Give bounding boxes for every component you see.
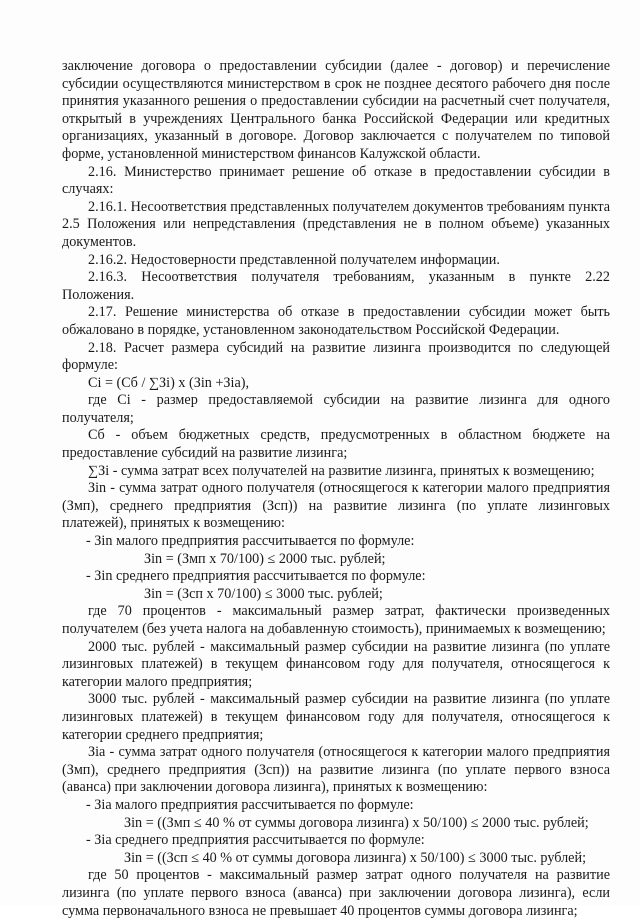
paragraph-2-16-3: 2.16.3. Несоответствия получателя требованиям, указанным в пункте 2.22 Положения. xyxy=(62,269,610,303)
definition-2000: 2000 тыс. рублей - максимальный размер субсидии на развитие лизинга (по уплате лизинговых платежей) в текущем финансовом году для получателя, относящегося к категории малого предприятия; xyxy=(62,638,610,690)
definition-70-percent: где 70 процентов - максимальный размер затрат, фактически произведенных получателем (без учета налога на добавленную стоимость), принимаемых к возмещению; xyxy=(62,603,610,637)
zin-mid-formula: Зin = (Зсп х 70/100) ≤ 3000 тыс. рублей; xyxy=(144,585,383,602)
definition-cb: Cб - объем бюджетных средств, предусмотренных в областном бюджете на предоставление субсидий на развитие лизинга; xyxy=(62,427,610,462)
formula-main: Ci = (Cб / ∑Зi) x (Зin +Зia), xyxy=(88,374,250,391)
paragraph-intro: заключение договора о предоставлении субсидии (далее - договор) и перечисление субсидии осуществляются министерством в срок не позднее десятого рабочего дня после принятия указанного решения о предоставлении субсидии на расчетный счет получателя, открытый в учреждениях Центрального банка Российской Федерации или кредитных организациях, указанный в договоре. Договор заключается с получателем по типовой форме, установленной министерством финансов Калужской области. xyxy=(62,58,610,162)
zin-small-formula: Зin = (Змп х 70/100) ≤ 2000 тыс. рублей; xyxy=(144,550,386,567)
paragraph-2-18: 2.18. Расчет размера субсидий на развитие лизинга производится по следующей формуле: xyxy=(62,339,610,374)
zia-mid-formula: Зin = ((Зсп ≤ 40 % от суммы договора лизинга) х 50/100) ≤ 3000 тыс. рублей; xyxy=(124,849,587,866)
definition-50-percent: где 50 процентов - максимальный размер затрат одного получателя на развитие лизинга (по уплате первого взноса (аванса) при заключении договора лизинга), если сумма первоначального взноса не превышает 40 процентов суммы договора лизинга; xyxy=(62,867,610,919)
definition-3000: 3000 тыс. рублей - максимальный размер субсидии на развитие лизинга (по уплате лизинговых платежей) в текущем финансовом году для получателя, относящегося к категории среднего предприятия; xyxy=(62,691,610,743)
paragraph-2-16-2: 2.16.2. Недостоверности представленной получателем информации. xyxy=(88,251,500,268)
zin-small-label: - Зin малого предприятия рассчитывается по формуле: xyxy=(86,533,415,550)
paragraph-2-17: 2.17. Решение министерства об отказе в предоставлении субсидии может быть обжаловано в порядке, установленном законодательством Российской Федерации. xyxy=(62,304,610,338)
definition-ci: где Ci - размер предоставляемой субсидии на развитие лизинга для одного получателя; xyxy=(62,392,610,426)
zia-small-formula: Зin = ((Змп ≤ 40 % от суммы договора лизинга) х 50/100) ≤ 2000 тыс. рублей; xyxy=(124,814,589,831)
definition-sum: ∑Зi - сумма затрат всех получателей на развитие лизинга, принятых к возмещению; xyxy=(88,462,595,479)
document-body xyxy=(62,58,610,920)
definition-zin: Зin - сумма затрат одного получателя (относящегося к категории малого предприятия (Змп), среднего предприятия (Зсп)) на развитие лизинга (по уплате лизинговых платежей), принятых к возмещению: xyxy=(62,480,610,532)
definition-zia: Зia - сумма затрат одного получателя (относящегося к категории малого предприятия (Змп), среднего предприятия (Зсп)) на развитие лизинга (по уплате первого взноса (аванса) при заключении договора лизинга), принятых к возмещению: xyxy=(62,744,610,796)
zin-mid-label: - Зin среднего предприятия рассчитывается по формуле: xyxy=(86,568,426,585)
paragraph-2-16-1: 2.16.1. Несоответствия представленных получателем документов требованиям пункта 2.5 Положения или непредставления (представления не в полном объеме) указанных документов. xyxy=(62,198,610,250)
zia-small-label: - Зia малого предприятия рассчитывается по формуле: xyxy=(86,796,414,813)
paragraph-2-16: 2.16. Министерство принимает решение об отказе в предоставлении субсидии в случаях: xyxy=(62,163,610,198)
zia-mid-label: - Зia среднего предприятия рассчитывается по формуле: xyxy=(86,832,425,849)
